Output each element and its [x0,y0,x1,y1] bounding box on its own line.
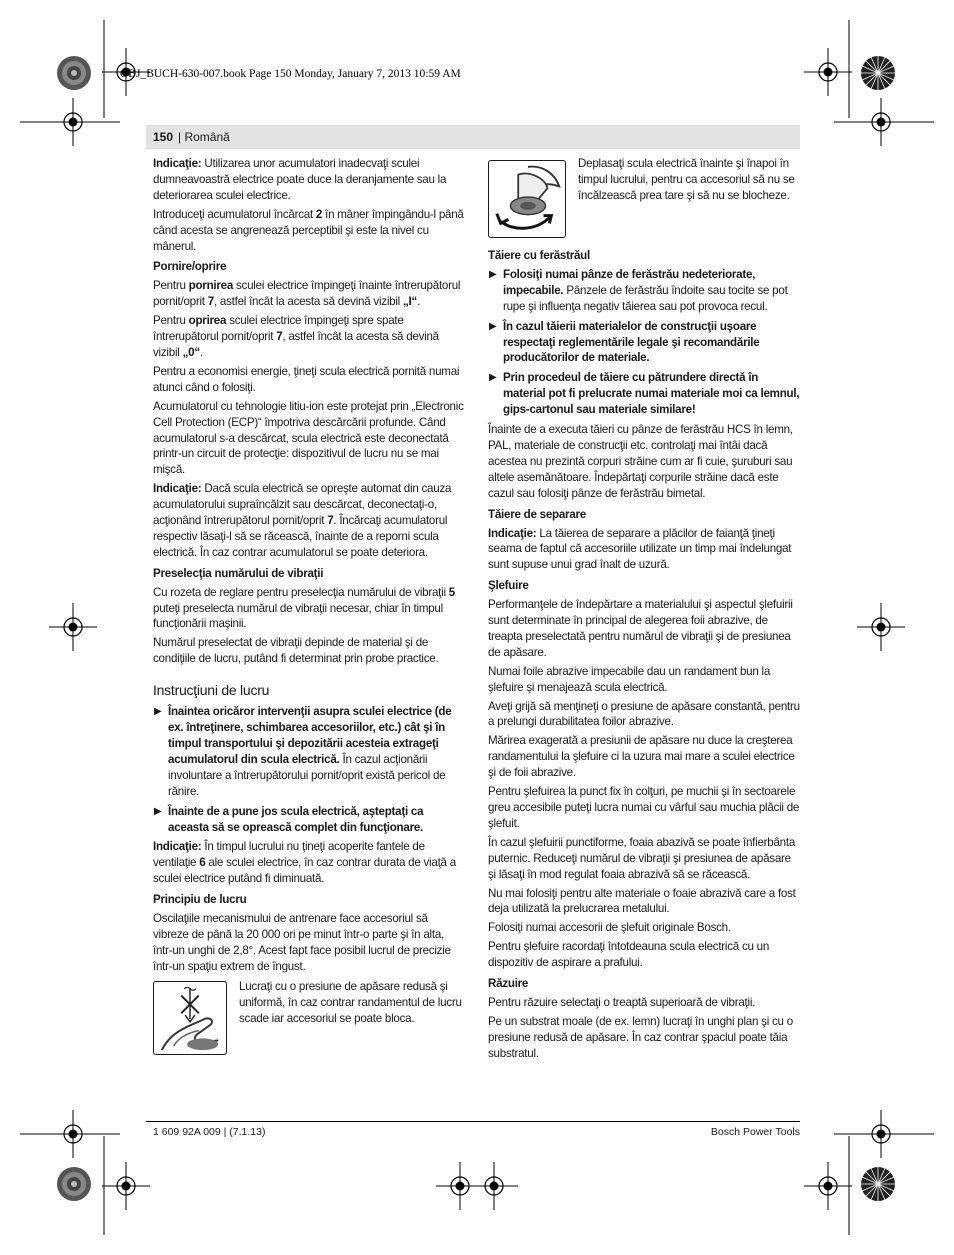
footer-rule [146,1121,800,1122]
paragraph-note-battery [153,156,465,204]
paragraph-hcs-blades: Înainte de a executa tăieri cu pânze de ferăstrău HCS în lemn, PAL, materiale de construcţii etc. controlaţi mai întâi dacă acestea nu prezintă corpuri străine cum ar fi cuie, şuruburi sau altele asemănătoare. Îndepărtaţi corpurile străine dacă este cazul sau folosiţi pânze de ferăstrău bimetal. [488,423,793,500]
heading-principiu: Principiu de lucru [153,893,247,907]
bullet-text-bold: Prin procedeul de tăiere cu pătrundere directă în material pot fi prelucrate numai materiale moi ca lemnul, gips-cartonul sau materiale similare! [503,371,800,417]
paragraph-text: Dacă scula electrică se opreşte automat din cauza acumulatorului supraîncălzit sau descărcat, deconectaţi-o, acţionând întrerupătorul pornit/oprit [153,482,452,528]
bullet-text-bold: Înaintea oricăror intervenţii asupra sculei electrice (de ex. întreţinere, schimbarea accesoriilor, etc.) cât şi în timpul transportului şi depozitării acesteia extrageţi acumulatorul din scula electrică. [168,705,452,766]
paragraph-note-auto-stop [153,481,465,561]
heading-pornire-oprire: Pornire/oprire [153,260,227,274]
paragraph-dust-extraction: Pentru şlefuire racordaţi întotdeauna scula electrică cu un dispozitiv de aspirare a prafului. [488,940,770,970]
paragraph-note-tiles [488,526,800,574]
ref-number: 7 [207,295,214,309]
bullet-text-bold: Folosiţi numai pânze de ferăstrău nedeteriorate, impecabile. [503,267,756,297]
bullet-plunge-cut [488,370,800,418]
paragraph-text: sculei electrice împingeţi spre spate întrerupătorul pornit/oprit [153,314,404,344]
bullet-remove-battery [153,704,465,799]
right-column [488,156,800,1065]
paragraph-insert-battery [153,207,465,255]
page-header-bar [146,125,800,149]
emphasis: oprirea [188,314,227,328]
bullet-lightweight-materials [488,319,800,367]
paragraph-removal-rate: Performanţele de îndepărtare a materialului şi aspectul şlefuirii sunt determinate în principal de alegerea foii abrazive, de treapta preselectată pentru numărul de vibraţii şi de presiunea de apăsare. [488,598,793,659]
note-label: Indicaţie: [153,157,202,170]
paragraph-excess-pressure: Mărirea exagerată a presiunii de apăsare nu duce la creşterea randamentului la şlefuire ci la uzura mai mare a sculei electrice şi de foii abrazive. [488,734,795,780]
paragraph-text: , astfel încât la acesta să devină vizibil [153,330,439,359]
note-label: Indicaţie: [153,482,202,496]
paragraph-text: Introduceţi acumulatorul încărcat [153,207,316,221]
note-label: Indicaţie: [153,840,202,854]
bullet-text: Pânzele de ferăstrău îndoite sau tocite se pot rupe şi influenţa negativ tăierea sau pot provoca recul. [503,283,788,313]
ref-number: 5 [448,585,455,599]
paragraph-text: ale sculei electrice, în caz contrar durata de viaţă a sculei electrice putând fi diminuată. [153,856,456,886]
paragraph-thumbwheel [153,585,465,633]
emphasis: „0“ [182,345,200,359]
ref-number: 2 [315,207,323,221]
note-label: Indicaţie: [488,526,537,540]
paragraph-text: . [417,295,421,309]
bullet-triangle-icon: ▶ [154,805,162,817]
heading-taiere-separare: Tăiere de separare [488,507,586,521]
page-number: 150 [153,130,174,144]
bullet-saw-blades [488,267,800,315]
light-pressure-illustration-icon [153,981,227,1055]
paragraph-text: în mâner împingându-l până când acesta se angrenează perceptibil şi este la nivel cu mânerul. [153,207,464,253]
paragraph-text: Cu rozeta de reglare pentru preselecţia numărului de vibraţii [153,585,449,599]
footer-document-number: 1 609 92A 009 | (7.1.13) [153,1126,266,1138]
emphasis: „I“ [402,295,418,309]
heading-razuire: Răzuire [488,977,529,991]
bullet-triangle-icon: ▶ [154,706,162,718]
paragraph-switch-on [153,278,465,310]
paragraph-metal-sheet: Nu mai folosiţi pentru alte materiale o foaie abrazivă care a fost deja utilizată la prelucrarea metalului. [488,886,796,916]
paragraph-text: Pentru [153,279,189,293]
bullet-text: În cazul acţionării involuntare a întrerupătorului pornit/oprit există pericol de rănire. [168,752,446,798]
paragraph-original-accessories: Folosiţi numai accesorii de şlefuit originale Bosch. [488,921,731,935]
paragraph-switch-off [153,313,465,361]
ref-number: 6 [199,856,206,870]
heading-slefuire: Şlefuire [488,579,529,593]
paragraph-note-vents [153,839,465,887]
paragraph-text: Utilizarea unor acumulatori inadecvaţi sculei dumneavoastră electrice poate duce la deranjamente sau la deteriorarea sculei electrice. [153,157,447,202]
paragraph-sanding-sheets: Numai foile abrazive impecabile dau un randament bun la şlefuire şi menajează scula electrică. [488,664,771,694]
paragraph-soft-substrate: Pe un substrat moale (de ex. lemn) lucraţi în unghi plan şi cu o presiune redusă de apăsare. În caz contrar şpaclul poate tăia substratul. [488,1014,793,1060]
bullet-triangle-icon: ▶ [489,372,497,384]
bullet-triangle-icon: ▶ [489,268,497,280]
paragraph-spot-sanding: În cazul şlefuirii punctiforme, foaia abazivă se poate înfierbânta puternic. Reduceţi numărul de vibraţii şi presiunea de apăsare şi lăsaţi în mod regulat foaia abrazivă să se răcească. [488,835,796,881]
paragraph-text: La tăierea de separare a plăcilor de faianţă ţineţi seama de faptul că accesoriile utilizate un timp mai îndelungat sunt supuse unui grad înalt de uzură. [488,526,792,572]
paragraph-text: puteţi preselecta numărul de vibraţii necesar, chiar în timpul funcţionării maşinii. [153,601,443,631]
figure-pressure-text: Lucraţi cu o presiune de apăsare redusă şi uniformă, în caz contrar randamentul de lucru scade iar accesoriul se poate bloca. [239,979,462,1025]
paragraph-ecp: Acumulatorul cu tehnologie litiu-ion este protejat prin „Electronic Cell Protection (ECP)“ împotriva descărcării profunde. Când acumulatorul s-a descărcat, scula electrică este deconectată printr-un circuit de protecţie: dispozitivul de lucru nu se mai mişcă. [153,399,464,477]
paragraph-save-energy: Pentru a economisi energie, ţineţi scula electrică pornită numai atunci când o folosiţi. [153,364,460,394]
paragraph-oscillation-principle: Oscilaţiile mecanismului de antrenare face accesoriul să vibreze de până la 20 000 ori pe minut într-o parte şi în alta, într-un unghi de 2,8°. Acest fapt face posibil lucrul de precizie într-un spaţiu extrem de îngust. [153,912,451,973]
paragraph-constant-pressure: Aveţi grijă să menţineţi o presiune de apăsare constantă, pentru a prelungi durabilitatea foilor abrazive. [488,699,800,729]
bullet-text-bold: În cazul tăierii materialelor de construcţii uşoare respectaţi reglementările legale şi recomandările producătorilor de materiale. [503,319,760,365]
paragraph-oscillation-rate: Numărul preselectat de vibraţii depinde de material şi de condiţiile de lucru, putând fi determinat prin probe practice. [153,636,439,666]
ref-number: 7 [327,514,334,528]
bullet-text-bold: Înainte de a pune jos scula electrică, aşteptaţi ca aceasta să se oprească complet din funcţionare. [168,804,424,834]
book-file-info: OBJ_BUCH-630-007.book Page 150 Monday, January 7, 2013 10:59 AM [120,68,461,80]
paragraph-text: Pentru [153,314,189,328]
paragraph-scraping-speed: Pentru răzuire selectaţi o treaptă superioară de vibraţii. [488,995,756,1009]
paragraph-text: În timpul lucrului nu ţineţi acoperite fantele de ventilaţie [153,840,425,870]
heading-instructiuni: Instrucţiuni de lucru [153,682,270,699]
emphasis: pornirea [188,279,234,293]
move-back-forth-illustration-icon [488,160,566,238]
page-language: | Română [178,130,230,144]
heading-preselectia: Preselecţia numărului de vibraţii [153,566,324,580]
paragraph-corners-edges: Pentru şlefuirea la punct fix în colţuri, pe muchii şi în sectoarele greu accesibile puteţi lucra numai cu vârful sau muchia plăcii de şlefuit. [488,785,800,830]
figure-move-block [488,156,800,238]
footer-brand: Bosch Power Tools [710,1126,800,1138]
bullet-triangle-icon: ▶ [489,320,497,332]
ref-number: 7 [276,330,283,344]
left-column [153,156,465,1063]
figure-pressure-block [153,979,465,1055]
paragraph-text: , astfel încât la acesta să devină vizibil [213,295,403,309]
heading-taiere-ferastrau: Tăiere cu ferăstrăul [488,249,590,262]
paragraph-text: . Încărcaţi acumulatorul respectiv lăsaţi-l să se răcească, înainte de a reporni scula electrică. În caz contrar acumulatorul se poate deteriora. [153,514,448,559]
bullet-wait-stop [153,804,465,836]
paragraph-text: sculei electrice împingeţi înainte întrerupătorul pornit/oprit [153,279,461,309]
paragraph-text: . [199,345,203,359]
figure-move-text: Deplasaţi scula electrică înainte şi înapoi în timpul lucrului, pentru ca accesoriul să nu se încălzească prea tare şi să nu se blocheze. [578,157,795,202]
